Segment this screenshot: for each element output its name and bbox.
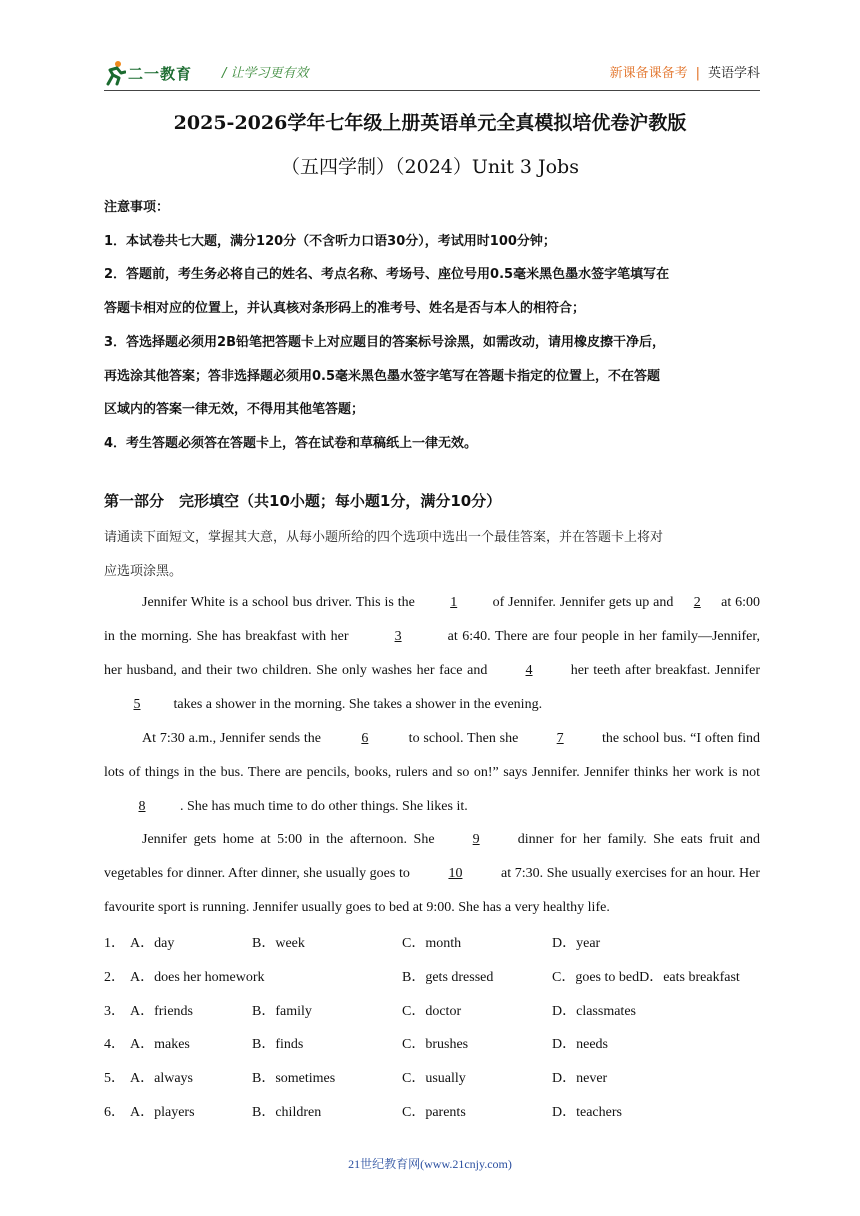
option-row: 5． A．always B．sometimes C．usually D．never (104, 1067, 764, 1087)
header-right (610, 62, 760, 81)
option-c: C．month (402, 936, 462, 951)
option-b: B．week (252, 936, 305, 951)
logo-text: 二一教育 (128, 64, 193, 83)
header-divider (104, 90, 760, 91)
option-a: A．day (130, 936, 175, 951)
option-a: A．always (130, 1071, 193, 1086)
header-tag-prep: 新课备课备考 (609, 66, 688, 81)
option-row: 3． A．friends B．family C．doctor D．classmates (104, 1000, 764, 1020)
option-d: D．needs (552, 1037, 608, 1052)
section-instruction-cont: 应选项涂黑。 (104, 564, 183, 579)
blank-9: 9 (472, 832, 480, 847)
option-a: A．players (130, 1105, 195, 1120)
note-line: 1．本试卷共七大题，满分120分（不含听力口语30分），考试用时100分钟； (104, 234, 556, 249)
blank-3: 3 (394, 629, 402, 644)
option-row: 4． A．makes B．finds C．brushes D．needs (104, 1033, 764, 1053)
option-row: 1． A．day B．week C．month D．year (104, 932, 764, 952)
blank-10: 10 (448, 866, 463, 881)
brand-logo (104, 58, 192, 88)
page-header (104, 58, 760, 88)
option-d: D．never (552, 1071, 608, 1086)
option-c: C．brushes (402, 1037, 469, 1052)
option-d: D．classmates (552, 1004, 636, 1019)
notes-heading: 注意事项： (104, 200, 170, 215)
option-row: 6． A．players B．children C．parents D．teachers (104, 1101, 764, 1121)
option-row: 2． A．does her homework B．gets dressed C．goes to bedD．eats breakfast (104, 966, 764, 986)
note-line: 答题卡相对应的位置上，并认真核对条形码上的准考号、姓名是否与本人的相符合； (104, 301, 586, 316)
blank-6: 6 (361, 731, 369, 746)
note-line: 3．答选择题必须用2B铅笔把答题卡上对应题目的答案标号涂黑，如需改动，请用橡皮擦干净后， (104, 335, 666, 350)
note-line: 4．考生答题必须答在答题卡上，答在试卷和草稿纸上一律无效。 (104, 436, 478, 451)
passage-paragraph-1: Jennifer White is a school bus driver. This is the 1 of Jennifer. Jennifer gets up and 2 at 6:00 in the morning. She has breakfast with her 3 at 6:40. There are four people in her family—Jennifer, her husband, and their two children. She only washes her face and 4 her teeth after breakfast. Jennifer 5 takes a shower in the morning. She takes a shower in the evening. (104, 586, 760, 722)
option-c: C．doctor (402, 1004, 462, 1019)
option-c: C．parents (402, 1105, 466, 1120)
header-subject: 英语学科 (707, 66, 760, 81)
option-a: A．friends (130, 1004, 193, 1019)
option-d: D．teachers (552, 1105, 622, 1120)
blank-2: 2 (693, 595, 701, 610)
option-a: A．does her homework (130, 970, 265, 985)
passage-paragraph-3: Jennifer gets home at 5:00 in the afternoon. She 9 dinner for her family. She eats fruit and vegetables for dinner. After dinner, she usually goes to 10 at 7:30. She usually exercises for an hour. Her favourite sport is running. Jennifer usually goes to bed at 9:00. She has a very healthy life. (104, 823, 760, 925)
blank-5: 5 (133, 697, 141, 712)
option-b: B．children (252, 1105, 322, 1120)
header-separator: | (695, 66, 700, 81)
option-d: D．year (552, 936, 601, 951)
blank-7: 7 (556, 731, 564, 746)
section-title: 第一部分 完形填空（共10小题；每小题1分，满分10分） (104, 492, 502, 510)
option-b: B．finds (252, 1037, 304, 1052)
page-subtitle: （五四学制）（2024）Unit 3 Jobs (281, 156, 579, 178)
option-b: B．sometimes (252, 1071, 336, 1086)
blank-8: 8 (138, 799, 146, 814)
option-c: B．gets dressed (402, 970, 494, 985)
option-b: B．family (252, 1004, 312, 1019)
page-title: 2025-2026学年七年级上册英语单元全真模拟培优卷沪教版 (173, 112, 687, 134)
note-line: 区域内的答案一律无效，不得用其他笔答题； (104, 402, 365, 417)
option-a: A．makes (130, 1037, 190, 1052)
page-footer: 21世纪教育网(www.21cnjy.com) (348, 1157, 512, 1171)
runner-logo-icon (104, 60, 126, 86)
slogan: / 让学习更有效 (222, 66, 309, 81)
note-line: 2．答题前，考生务必将自己的姓名、考点名称、考场号、座位号用0.5毫米黑色墨水签字笔填写在 (104, 267, 670, 282)
blank-4: 4 (525, 663, 533, 678)
blank-1: 1 (450, 595, 458, 610)
option-d: C．goes to bedD．eats breakfast (552, 970, 740, 985)
option-c: C．usually (402, 1071, 466, 1086)
passage-paragraph-2: At 7:30 a.m., Jennifer sends the 6 to school. Then she 7 the school bus. “I often find lots of things in the bus. There are pencils, books, rulers and so on!” says Jennifer. Jennifer thinks her work is not 8 . She has much time to do other things. She likes it. (104, 722, 760, 824)
section-instruction: 请通读下面短文，掌握其大意，从每小题所给的四个选项中选出一个最佳答案，并在答题卡上将对 (104, 530, 664, 545)
note-line: 再选涂其他答案；答非选择题必须用0.5毫米黑色墨水签字笔写在答题卡指定的位置上，不在答题 (104, 369, 661, 384)
